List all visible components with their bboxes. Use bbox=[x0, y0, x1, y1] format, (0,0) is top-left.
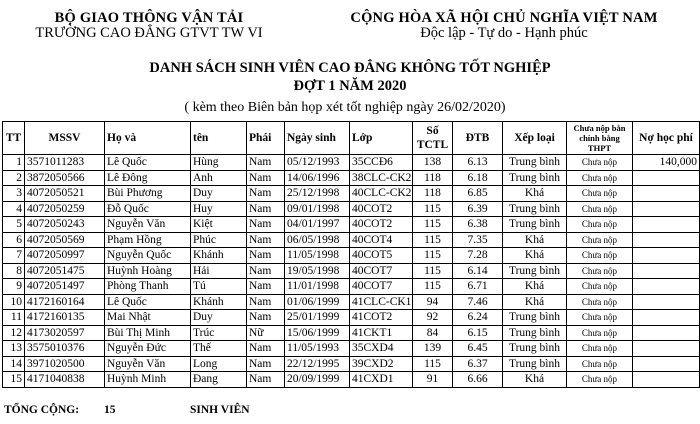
document-title: DANH SÁCH SINH VIÊN CAO ĐẲNG KHÔNG TỐT NGHIỆP bbox=[149, 60, 551, 76]
cell-lop: 41CXD1 bbox=[350, 372, 413, 388]
table-row bbox=[3, 263, 700, 279]
cell-ten: Thế bbox=[191, 341, 247, 357]
cell-phai: Nam bbox=[247, 217, 285, 233]
cell-dtb: 6.85 bbox=[453, 186, 503, 202]
cell-ngay-sinh: 25/01/1999 bbox=[285, 310, 350, 326]
header-left bbox=[4, 10, 294, 41]
cell-xep-loai: Trung bình bbox=[503, 217, 567, 233]
col-header: Số TCTL bbox=[413, 122, 453, 155]
cell-hoc-phi bbox=[633, 232, 700, 248]
cell-hoc-phi bbox=[633, 325, 700, 341]
cell-hoc-phi bbox=[633, 356, 700, 372]
cell-bang-thpt: Chưa nộp bbox=[567, 294, 633, 310]
cell-dtb: 6.39 bbox=[453, 201, 503, 217]
table-body bbox=[3, 155, 700, 388]
cell-lop: 39CXD2 bbox=[350, 356, 413, 372]
cell-ten: Khánh bbox=[191, 294, 247, 310]
cell-dtb: 6.15 bbox=[453, 325, 503, 341]
cell-ngay-sinh: 15/06/1999 bbox=[285, 325, 350, 341]
cell-dtb: 7.28 bbox=[453, 248, 503, 264]
cell-xep-loai: Trung bình bbox=[503, 155, 567, 171]
cell-phai: Nam bbox=[247, 170, 285, 186]
table-header-row bbox=[3, 122, 700, 155]
cell-ho: Lê Đông bbox=[105, 170, 191, 186]
cell-hoc-phi bbox=[633, 248, 700, 264]
cell-mssv: 3872050566 bbox=[25, 170, 105, 186]
cell-xep-loai: Trung bình bbox=[503, 325, 567, 341]
cell-lop: 40CLC-CK2 bbox=[350, 186, 413, 202]
cell-tctl: 139 bbox=[413, 341, 453, 357]
cell-hoc-phi bbox=[633, 310, 700, 326]
cell-phai: Nam bbox=[247, 248, 285, 264]
table-row bbox=[3, 248, 700, 264]
cell-dtb: 6.66 bbox=[453, 372, 503, 388]
table-row bbox=[3, 341, 700, 357]
table-row bbox=[3, 170, 700, 186]
cell-ten: Khánh bbox=[191, 248, 247, 264]
cell-mssv: 4072051475 bbox=[25, 263, 105, 279]
cell-tctl: 115 bbox=[413, 279, 453, 295]
cell-phai: Nam bbox=[247, 155, 285, 171]
table-row bbox=[3, 294, 700, 310]
cell-tctl: 115 bbox=[413, 356, 453, 372]
cell-hoc-phi bbox=[633, 341, 700, 357]
cell-hoc-phi bbox=[633, 170, 700, 186]
school-name: TRƯỜNG CAO ĐẲNG GTVT TW VI bbox=[35, 25, 263, 41]
cell-phai: Nam bbox=[247, 263, 285, 279]
cell-ten: Hải bbox=[191, 263, 247, 279]
cell-mssv: 3575010376 bbox=[25, 341, 105, 357]
cell-ten: Anh bbox=[191, 170, 247, 186]
table-row bbox=[3, 325, 700, 341]
cell-hoc-phi bbox=[633, 217, 700, 233]
cell-bang-thpt: Chưa nộp bbox=[567, 170, 633, 186]
cell-ho: Phạm Hồng bbox=[105, 232, 191, 248]
cell-tctl: 118 bbox=[413, 170, 453, 186]
cell-mssv: 3971020500 bbox=[25, 356, 105, 372]
cell-tt: 6 bbox=[3, 232, 25, 248]
student-table bbox=[2, 121, 700, 388]
cell-lop: 38CLC-CK2 bbox=[350, 170, 413, 186]
cell-ho: Đỗ Quốc bbox=[105, 201, 191, 217]
cell-tctl: 91 bbox=[413, 372, 453, 388]
document-note: ( kèm theo Biên bản họp xét tốt nghiệp ngày 26/02/2020) bbox=[184, 100, 506, 115]
cell-tt: 1 bbox=[3, 155, 25, 171]
cell-tt: 7 bbox=[3, 248, 25, 264]
table-row bbox=[3, 217, 700, 233]
cell-bang-thpt: Chưa nộp bbox=[567, 325, 633, 341]
cell-bang-thpt: Chưa nộp bbox=[567, 356, 633, 372]
cell-xep-loai: Khá bbox=[503, 372, 567, 388]
cell-xep-loai: Khá bbox=[503, 294, 567, 310]
cell-tt: 10 bbox=[3, 294, 25, 310]
cell-tt: 5 bbox=[3, 217, 25, 233]
cell-mssv: 4171040838 bbox=[25, 372, 105, 388]
table-row bbox=[3, 155, 700, 171]
cell-ngay-sinh: 19/05/1998 bbox=[285, 263, 350, 279]
cell-ho: Huỳnh Hoàng bbox=[105, 263, 191, 279]
cell-ten: Huy bbox=[191, 201, 247, 217]
cell-mssv: 4072050997 bbox=[25, 248, 105, 264]
cell-tt: 3 bbox=[3, 186, 25, 202]
cell-ngay-sinh: 06/05/1998 bbox=[285, 232, 350, 248]
col-header: Phái bbox=[247, 122, 285, 155]
cell-ten: Kiệt bbox=[191, 217, 247, 233]
cell-phai: Nam bbox=[247, 341, 285, 357]
cell-mssv: 4072050259 bbox=[25, 201, 105, 217]
cell-ngay-sinh: 05/12/1993 bbox=[285, 155, 350, 171]
cell-ngay-sinh: 20/09/1999 bbox=[285, 372, 350, 388]
nation-name: CỘNG HÒA XÃ HỘI CHỦ NGHĨA VIỆT NAM bbox=[350, 10, 658, 26]
cell-lop: 40COT4 bbox=[350, 232, 413, 248]
col-header: Nợ học phí bbox=[633, 122, 700, 155]
cell-mssv: 3571011283 bbox=[25, 155, 105, 171]
cell-ngay-sinh: 04/01/1997 bbox=[285, 217, 350, 233]
cell-ho: Bùi Thị Minh bbox=[105, 325, 191, 341]
cell-dtb: 7.35 bbox=[453, 232, 503, 248]
cell-phai: Nam bbox=[247, 232, 285, 248]
cell-ho: Huỳnh Minh bbox=[105, 372, 191, 388]
col-header: Lớp bbox=[350, 122, 413, 155]
ministry-name: BỘ GIAO THÔNG VẬN TẢI bbox=[54, 10, 244, 26]
cell-tctl: 115 bbox=[413, 232, 453, 248]
cell-lop: 40COT5 bbox=[350, 248, 413, 264]
cell-dtb: 6.24 bbox=[453, 310, 503, 326]
cell-ho: Bùi Phương bbox=[105, 186, 191, 202]
cell-phai: Nữ bbox=[247, 325, 285, 341]
cell-ten: Duy bbox=[191, 310, 247, 326]
cell-tt: 11 bbox=[3, 310, 25, 326]
cell-tctl: 115 bbox=[413, 248, 453, 264]
cell-ho: Lê Quốc bbox=[105, 294, 191, 310]
col-header: Chưa nộp bằn chính bằng THPT bbox=[567, 122, 633, 155]
table-row bbox=[3, 310, 700, 326]
header-right bbox=[318, 10, 690, 41]
cell-tctl: 115 bbox=[413, 217, 453, 233]
cell-ho: Nguyễn Văn bbox=[105, 217, 191, 233]
document-subtitle: ĐỢT 1 NĂM 2020 bbox=[293, 78, 407, 94]
cell-ngay-sinh: 22/12/1995 bbox=[285, 356, 350, 372]
cell-ho: Nguyễn Đức bbox=[105, 341, 191, 357]
cell-ten: Trúc bbox=[191, 325, 247, 341]
cell-lop: 41CLC-CK1 bbox=[350, 294, 413, 310]
cell-dtb: 7.46 bbox=[453, 294, 503, 310]
cell-lop: 40COT2 bbox=[350, 201, 413, 217]
cell-dtb: 6.14 bbox=[453, 263, 503, 279]
total-unit: SINH VIÊN bbox=[190, 404, 250, 416]
cell-bang-thpt: Chưa nộp bbox=[567, 263, 633, 279]
table-row bbox=[3, 186, 700, 202]
cell-dtb: 6.71 bbox=[453, 279, 503, 295]
cell-phai: Nam bbox=[247, 310, 285, 326]
cell-ten: Long bbox=[191, 356, 247, 372]
cell-bang-thpt: Chưa nộp bbox=[567, 186, 633, 202]
cell-tt: 12 bbox=[3, 325, 25, 341]
cell-ngay-sinh: 01/06/1999 bbox=[285, 294, 350, 310]
cell-hoc-phi bbox=[633, 372, 700, 388]
cell-xep-loai: Trung bình bbox=[503, 201, 567, 217]
total-value: 15 bbox=[104, 404, 116, 416]
cell-hoc-phi bbox=[633, 294, 700, 310]
cell-tt: 9 bbox=[3, 279, 25, 295]
cell-ten: Hùng bbox=[191, 155, 247, 171]
cell-phai: Nam bbox=[247, 372, 285, 388]
table-row bbox=[3, 279, 700, 295]
cell-xep-loai: Khá bbox=[503, 186, 567, 202]
cell-ho: Nguyễn Quốc bbox=[105, 248, 191, 264]
cell-xep-loai: Trung bình bbox=[503, 263, 567, 279]
cell-phai: Nam bbox=[247, 201, 285, 217]
cell-mssv: 4072050569 bbox=[25, 232, 105, 248]
cell-lop: 40COT2 bbox=[350, 217, 413, 233]
cell-hoc-phi bbox=[633, 186, 700, 202]
cell-phai: Nam bbox=[247, 279, 285, 295]
cell-tctl: 115 bbox=[413, 263, 453, 279]
cell-phai: Nam bbox=[247, 186, 285, 202]
cell-ho: Mai Nhật bbox=[105, 310, 191, 326]
cell-xep-loai: Khá bbox=[503, 232, 567, 248]
cell-tctl: 84 bbox=[413, 325, 453, 341]
cell-ten: Đang bbox=[191, 372, 247, 388]
cell-ho: Phòng Thanh bbox=[105, 279, 191, 295]
cell-dtb: 6.13 bbox=[453, 155, 503, 171]
cell-lop: 35CCĐ6 bbox=[350, 155, 413, 171]
cell-bang-thpt: Chưa nộp bbox=[567, 155, 633, 171]
cell-ten: Phúc bbox=[191, 232, 247, 248]
cell-ngay-sinh: 11/01/1998 bbox=[285, 279, 350, 295]
cell-ho: Nguyễn Văn bbox=[105, 356, 191, 372]
cell-xep-loai: Trung bình bbox=[503, 170, 567, 186]
cell-xep-loai: Trung bình bbox=[503, 341, 567, 357]
cell-mssv: 4072051497 bbox=[25, 279, 105, 295]
cell-lop: 35CXD4 bbox=[350, 341, 413, 357]
cell-tt: 15 bbox=[3, 372, 25, 388]
cell-lop: 41CKT1 bbox=[350, 325, 413, 341]
col-header: Xếp loại bbox=[503, 122, 567, 155]
table-row bbox=[3, 372, 700, 388]
cell-ten: Duy bbox=[191, 186, 247, 202]
cell-xep-loai: Trung bình bbox=[503, 310, 567, 326]
cell-ngay-sinh: 09/01/1998 bbox=[285, 201, 350, 217]
cell-phai: Nam bbox=[247, 294, 285, 310]
cell-tctl: 92 bbox=[413, 310, 453, 326]
cell-bang-thpt: Chưa nộp bbox=[567, 201, 633, 217]
cell-bang-thpt: Chưa nộp bbox=[567, 310, 633, 326]
cell-lop: 41COT2 bbox=[350, 310, 413, 326]
cell-hoc-phi bbox=[633, 279, 700, 295]
motto: Độc lập - Tự do - Hạnh phúc bbox=[420, 25, 588, 41]
cell-tctl: 94 bbox=[413, 294, 453, 310]
cell-hoc-phi bbox=[633, 263, 700, 279]
cell-mssv: 4072050521 bbox=[25, 186, 105, 202]
cell-xep-loai: Trung bình bbox=[503, 356, 567, 372]
col-header: Họ và bbox=[105, 122, 191, 155]
col-header: TT bbox=[3, 122, 25, 155]
cell-mssv: 4172160164 bbox=[25, 294, 105, 310]
col-header: Ngày sinh bbox=[285, 122, 350, 155]
cell-ten: Tú bbox=[191, 279, 247, 295]
cell-xep-loai: Khá bbox=[503, 279, 567, 295]
cell-tt: 4 bbox=[3, 201, 25, 217]
cell-tt: 13 bbox=[3, 341, 25, 357]
cell-tt: 2 bbox=[3, 170, 25, 186]
table-row bbox=[3, 232, 700, 248]
cell-tt: 8 bbox=[3, 263, 25, 279]
cell-lop: 40COT7 bbox=[350, 279, 413, 295]
cell-tctl: 138 bbox=[413, 155, 453, 171]
cell-hoc-phi: 140,000 bbox=[633, 155, 700, 171]
cell-dtb: 6.18 bbox=[453, 170, 503, 186]
cell-ho: Lê Quốc bbox=[105, 155, 191, 171]
cell-dtb: 6.37 bbox=[453, 356, 503, 372]
cell-mssv: 4072050243 bbox=[25, 217, 105, 233]
cell-hoc-phi bbox=[633, 201, 700, 217]
col-header: MSSV bbox=[25, 122, 105, 155]
col-header: tên bbox=[191, 122, 247, 155]
table-row bbox=[3, 356, 700, 372]
cell-mssv: 4173020597 bbox=[25, 325, 105, 341]
cell-mssv: 4172160135 bbox=[25, 310, 105, 326]
cell-bang-thpt: Chưa nộp bbox=[567, 217, 633, 233]
cell-xep-loai: Khá bbox=[503, 248, 567, 264]
cell-ngay-sinh: 14/06/1996 bbox=[285, 170, 350, 186]
cell-tctl: 118 bbox=[413, 186, 453, 202]
cell-dtb: 6.38 bbox=[453, 217, 503, 233]
table-row bbox=[3, 201, 700, 217]
total-label: TỔNG CỘNG: bbox=[4, 404, 80, 416]
cell-dtb: 6.45 bbox=[453, 341, 503, 357]
cell-bang-thpt: Chưa nộp bbox=[567, 232, 633, 248]
cell-ngay-sinh: 11/05/1998 bbox=[285, 248, 350, 264]
cell-bang-thpt: Chưa nộp bbox=[567, 279, 633, 295]
cell-ngay-sinh: 25/12/1998 bbox=[285, 186, 350, 202]
cell-bang-thpt: Chưa nộp bbox=[567, 248, 633, 264]
cell-phai: Nam bbox=[247, 356, 285, 372]
cell-bang-thpt: Chưa nộp bbox=[567, 372, 633, 388]
col-header: ĐTB bbox=[453, 122, 503, 155]
cell-bang-thpt: Chưa nộp bbox=[567, 341, 633, 357]
cell-ngay-sinh: 11/05/1993 bbox=[285, 341, 350, 357]
cell-tctl: 115 bbox=[413, 201, 453, 217]
cell-tt: 14 bbox=[3, 356, 25, 372]
cell-lop: 40COT7 bbox=[350, 263, 413, 279]
